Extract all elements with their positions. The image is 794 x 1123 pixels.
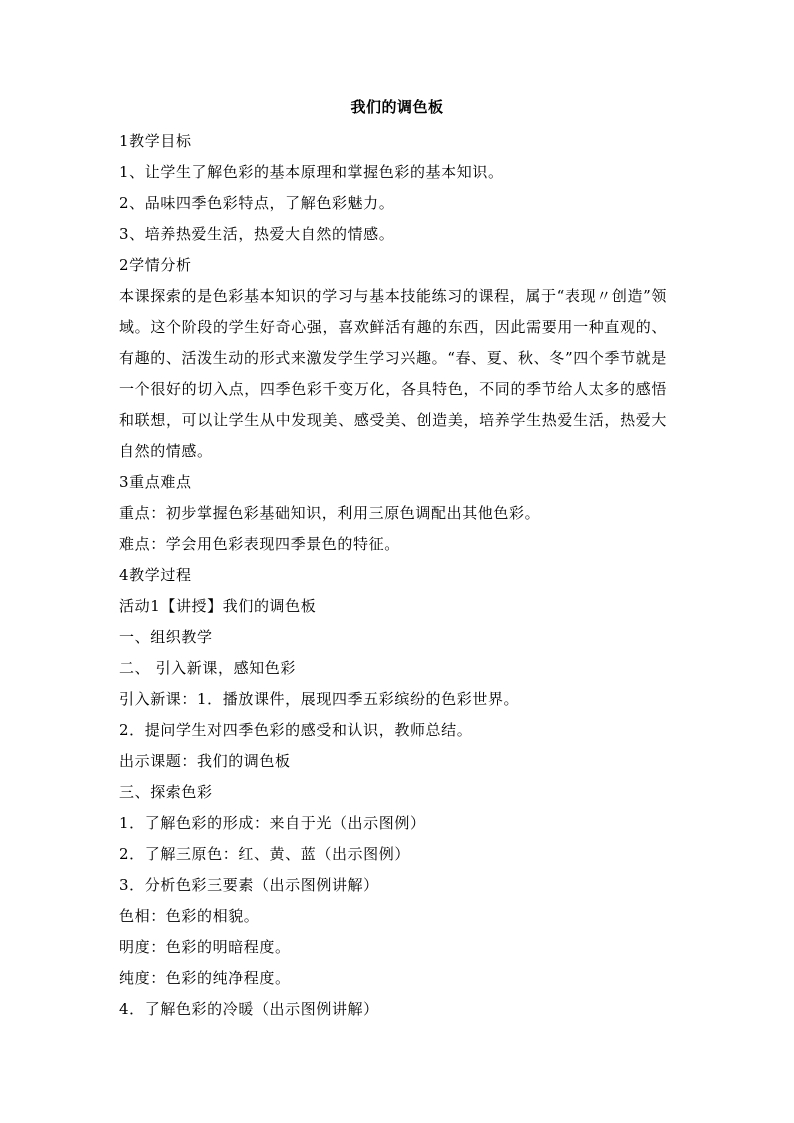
activity-heading: 活动1【讲授】我们的调色板 (119, 597, 317, 615)
introduce-item-2: 2．提问学生对四季色彩的感受和认识，教师总结。 (119, 721, 473, 739)
saturation-definition: 纯度：色彩的纯净程度。 (119, 969, 291, 987)
heading-teaching-goals: 1教学目标 (119, 132, 192, 150)
hue-definition: 色相：色彩的相貌。 (119, 907, 260, 925)
brightness-definition: 明度：色彩的明暗程度。 (119, 938, 291, 956)
key-point-text: 重点：初步掌握色彩基础知识，利用三原色调配出其他色彩。 (119, 504, 541, 522)
analysis-paragraph: 本课探索的是色彩基本知识的学习与基本技能练习的课程，属于“表现〃创造”领域。这个阶段的学生好奇心强，喜欢鲜活有趣的东西，因此需要用一种直观的、有趣的、活泼生动的形式来激发学生学习兴趣。“春、夏、秋、冬”四个季节就是一个很好的切入点，四季色彩千变万化，各具特色，不同的季节给人太多的感悟和联想，可以让学生从中发现美、感受美、创造美，培养学生热爱生活，热爱大自然的情感。 (119, 287, 667, 460)
step-introduce: 二、 引入新课，感知色彩 (119, 659, 296, 677)
goal-item-3: 3、培养热爱生活，热爱大自然的情感。 (119, 225, 395, 243)
show-topic: 出示课题：我们的调色板 (119, 752, 291, 770)
difficulty-text: 难点：学会用色彩表现四季景色的特征。 (119, 535, 400, 553)
introduce-item-1: 引入新课：1．播放课件，展现四季五彩缤纷的色彩世界。 (119, 690, 520, 708)
explore-item-1: 1．了解色彩的形成：来自于光（出示图例） (119, 814, 426, 832)
step-organize: 一、组织教学 (119, 628, 213, 646)
goal-item-1: 1、让学生了解色彩的基本原理和掌握色彩的基本知识。 (119, 163, 504, 181)
document-body (119, 126, 667, 1025)
heading-student-analysis: 2学情分析 (119, 256, 192, 274)
heading-key-points: 3重点难点 (119, 473, 192, 491)
step-explore: 三、探索色彩 (119, 783, 213, 801)
explore-item-2: 2．了解三原色：红、黄、蓝（出示图例） (119, 845, 410, 863)
heading-teaching-process: 4教学过程 (119, 566, 192, 584)
explore-item-4: 4．了解色彩的冷暖（出示图例讲解） (119, 1000, 379, 1018)
goal-item-2: 2、品味四季色彩特点，了解色彩魅力。 (119, 194, 395, 212)
explore-item-3: 3．分析色彩三要素（出示图例讲解） (119, 876, 379, 894)
document-title: 我们的调色板 (350, 98, 444, 116)
